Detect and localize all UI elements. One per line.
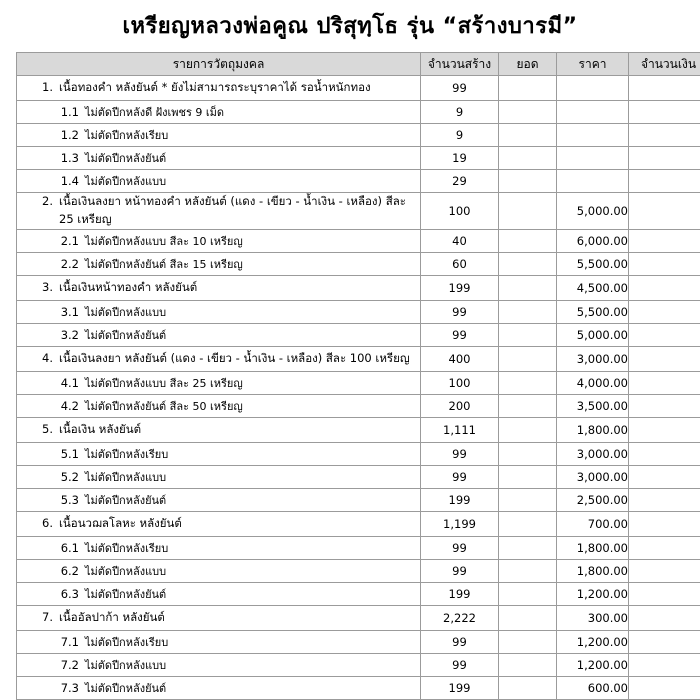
table-row <box>17 583 700 606</box>
cell-description <box>17 631 421 654</box>
cell-made: 40 <box>421 230 499 253</box>
cell-price <box>557 101 629 124</box>
cell-amount <box>629 253 700 276</box>
cell-made: 99 <box>421 654 499 677</box>
cell-price: 1,800.00 <box>557 560 629 583</box>
column-header-price: ราคา <box>557 53 629 76</box>
row-description: ไม่ตัดปีกหลังเรียบ <box>85 445 420 463</box>
table-row <box>17 654 700 677</box>
cell-total <box>499 560 557 583</box>
cell-amount <box>629 76 700 101</box>
row-number: 5.2 <box>17 470 85 484</box>
cell-amount <box>629 443 700 466</box>
cell-total <box>499 537 557 560</box>
cell-price <box>557 147 629 170</box>
cell-total <box>499 606 557 631</box>
cell-amount <box>629 395 700 418</box>
cell-made: 99 <box>421 301 499 324</box>
cell-description <box>17 466 421 489</box>
row-number: 7.2 <box>17 658 85 672</box>
table-row <box>17 537 700 560</box>
row-description: เนื้อเงินลงยา หน้าทองคำ หลังยันต์ (แดง - เขียว - น้ำเงิน - เหลือง) สีละ 25 เหรียญ <box>59 193 420 229</box>
cell-amount <box>629 677 700 700</box>
table-row <box>17 489 700 512</box>
row-number: 6.2 <box>17 564 85 578</box>
cell-total <box>499 230 557 253</box>
table-row <box>17 418 700 443</box>
table-row <box>17 631 700 654</box>
row-number: 4.2 <box>17 399 85 413</box>
cell-price: 700.00 <box>557 512 629 537</box>
cell-description <box>17 170 421 193</box>
cell-total <box>499 466 557 489</box>
cell-amount <box>629 170 700 193</box>
row-number: 5. <box>17 422 59 436</box>
row-description: เนื้อเงิน หลังยันต์ <box>59 421 420 439</box>
row-number: 1.2 <box>17 128 85 142</box>
cell-total <box>499 124 557 147</box>
row-number: 6. <box>17 516 59 530</box>
row-number: 3.2 <box>17 328 85 342</box>
cell-price: 1,200.00 <box>557 654 629 677</box>
cell-price: 1,800.00 <box>557 537 629 560</box>
row-description: ไม่ตัดปีกหลังเรียบ <box>85 126 420 144</box>
cell-total <box>499 395 557 418</box>
cell-description <box>17 124 421 147</box>
cell-made: 99 <box>421 560 499 583</box>
cell-made: 400 <box>421 347 499 372</box>
row-number: 4. <box>17 351 59 365</box>
table-row <box>17 324 700 347</box>
table-header-row <box>17 53 700 76</box>
cell-total <box>499 147 557 170</box>
cell-price <box>557 76 629 101</box>
column-header-made: จำนวนสร้าง <box>421 53 499 76</box>
cell-made: 199 <box>421 276 499 301</box>
cell-made: 99 <box>421 76 499 101</box>
table-row <box>17 443 700 466</box>
cell-description <box>17 147 421 170</box>
table-row <box>17 253 700 276</box>
column-header-amount: จำนวนเงิน <box>629 53 700 76</box>
cell-amount <box>629 372 700 395</box>
cell-price: 1,200.00 <box>557 631 629 654</box>
table-row <box>17 560 700 583</box>
cell-amount <box>629 466 700 489</box>
cell-amount <box>629 583 700 606</box>
cell-made: 200 <box>421 395 499 418</box>
table-row <box>17 124 700 147</box>
table-row <box>17 372 700 395</box>
cell-price: 2,500.00 <box>557 489 629 512</box>
cell-made: 60 <box>421 253 499 276</box>
row-number: 6.1 <box>17 541 85 555</box>
cell-description <box>17 230 421 253</box>
table-row <box>17 466 700 489</box>
cell-amount <box>629 418 700 443</box>
cell-price <box>557 170 629 193</box>
row-description: ไม่ตัดปีกหลังยันต์ <box>85 149 420 167</box>
cell-description <box>17 395 421 418</box>
table-row <box>17 512 700 537</box>
row-number: 5.1 <box>17 447 85 461</box>
column-header-total: ยอด <box>499 53 557 76</box>
cell-amount <box>629 631 700 654</box>
cell-description <box>17 324 421 347</box>
row-description: เนื้อทองคำ หลังยันต์ * ยังไม่สามารถระบุราคาได้ รอน้ำหนักทอง <box>59 79 420 97</box>
row-description: ไม่ตัดปีกหลังยันต์ <box>85 326 420 344</box>
row-description: เนื้ออัลปาก้า หลังยันต์ <box>59 609 420 627</box>
row-description: ไม่ตัดปีกหลังแบบ สีละ 10 เหรียญ <box>85 232 420 250</box>
table-body <box>17 76 700 700</box>
cell-description <box>17 253 421 276</box>
table-header <box>17 53 700 76</box>
row-number: 4.1 <box>17 376 85 390</box>
cell-made: 99 <box>421 466 499 489</box>
cell-description <box>17 101 421 124</box>
cell-total <box>499 677 557 700</box>
cell-total <box>499 512 557 537</box>
cell-description <box>17 76 421 101</box>
cell-made: 100 <box>421 193 499 230</box>
cell-price: 4,500.00 <box>557 276 629 301</box>
row-number: 7.3 <box>17 681 85 695</box>
row-description: ไม่ตัดปีกหลังยันต์ สีละ 50 เหรียญ <box>85 397 420 415</box>
row-description: เนื้อนวฌลโลหะ หลังยันต์ <box>59 515 420 533</box>
cell-made: 100 <box>421 372 499 395</box>
table-row <box>17 606 700 631</box>
cell-price: 4,000.00 <box>557 372 629 395</box>
cell-total <box>499 301 557 324</box>
page-title: เหรียญหลวงพ่อคูณ ปริสุทฺโธ รุ่น “สร้างบารมี” <box>16 0 684 52</box>
cell-price: 1,200.00 <box>557 583 629 606</box>
cell-amount <box>629 512 700 537</box>
cell-total <box>499 76 557 101</box>
cell-price: 1,800.00 <box>557 418 629 443</box>
cell-made: 2,222 <box>421 606 499 631</box>
cell-made: 1,111 <box>421 418 499 443</box>
cell-total <box>499 324 557 347</box>
table-row <box>17 76 700 101</box>
cell-price: 3,500.00 <box>557 395 629 418</box>
cell-amount <box>629 124 700 147</box>
row-number: 7. <box>17 610 59 624</box>
table-row <box>17 301 700 324</box>
cell-price: 5,000.00 <box>557 193 629 230</box>
row-description: ไม่ตัดปีกหลังแบบ <box>85 656 420 674</box>
cell-description <box>17 443 421 466</box>
cell-amount <box>629 654 700 677</box>
cell-total <box>499 276 557 301</box>
row-description: ไม่ตัดปีกหลังดี ฝังเพชร 9 เม็ด <box>85 103 420 121</box>
cell-amount <box>629 324 700 347</box>
row-number: 2.2 <box>17 257 85 271</box>
table-row <box>17 677 700 700</box>
row-number: 3.1 <box>17 305 85 319</box>
cell-total <box>499 101 557 124</box>
cell-made: 99 <box>421 443 499 466</box>
cell-amount <box>629 276 700 301</box>
cell-description <box>17 512 421 537</box>
cell-description <box>17 537 421 560</box>
row-number: 2. <box>17 194 59 208</box>
table-row <box>17 147 700 170</box>
row-number: 5.3 <box>17 493 85 507</box>
row-description: ไม่ตัดปีกหลังแบบ <box>85 303 420 321</box>
table-row <box>17 276 700 301</box>
cell-price: 300.00 <box>557 606 629 631</box>
row-description: ไม่ตัดปีกหลังแบบ <box>85 172 420 190</box>
row-description: เนื้อเงินหน้าทองคำ หลังยันต์ <box>59 279 420 297</box>
table-row <box>17 193 700 230</box>
cell-price: 5,000.00 <box>557 324 629 347</box>
cell-total <box>499 372 557 395</box>
cell-total <box>499 654 557 677</box>
row-description: ไม่ตัดปีกหลังยันต์ สีละ 15 เหรียญ <box>85 255 420 273</box>
table-row <box>17 347 700 372</box>
cell-price: 3,000.00 <box>557 466 629 489</box>
cell-description <box>17 301 421 324</box>
cell-description <box>17 276 421 301</box>
row-description: เนื้อเงินลงยา หลังยันต์ (แดง - เขียว - น้ำเงิน - เหลือง) สีละ 100 เหรียญ <box>59 350 420 368</box>
table-row <box>17 101 700 124</box>
cell-made: 9 <box>421 101 499 124</box>
cell-price: 600.00 <box>557 677 629 700</box>
cell-made: 29 <box>421 170 499 193</box>
cell-description <box>17 583 421 606</box>
row-number: 1.3 <box>17 151 85 165</box>
row-number: 6.3 <box>17 587 85 601</box>
cell-amount <box>629 301 700 324</box>
cell-made: 1,199 <box>421 512 499 537</box>
row-description: ไม่ตัดปีกหลังแบบ <box>85 468 420 486</box>
cell-price: 5,500.00 <box>557 253 629 276</box>
cell-amount <box>629 101 700 124</box>
cell-amount <box>629 489 700 512</box>
table-row <box>17 395 700 418</box>
row-number: 1. <box>17 80 59 94</box>
cell-description <box>17 347 421 372</box>
row-number: 3. <box>17 280 59 294</box>
cell-total <box>499 170 557 193</box>
cell-description <box>17 654 421 677</box>
cell-price <box>557 124 629 147</box>
row-description: ไม่ตัดปีกหลังเรียบ <box>85 633 420 651</box>
cell-amount <box>629 347 700 372</box>
cell-made: 19 <box>421 147 499 170</box>
amulet-price-table <box>16 52 700 700</box>
cell-total <box>499 583 557 606</box>
cell-amount <box>629 606 700 631</box>
row-description: ไม่ตัดปีกหลังแบบ <box>85 562 420 580</box>
row-number: 2.1 <box>17 234 85 248</box>
column-header-description: รายการวัตถุมงคล <box>17 53 421 76</box>
row-description: ไม่ตัดปีกหลังยันต์ <box>85 679 420 697</box>
row-number: 1.1 <box>17 105 85 119</box>
cell-price: 6,000.00 <box>557 230 629 253</box>
cell-made: 199 <box>421 583 499 606</box>
cell-made: 99 <box>421 631 499 654</box>
cell-total <box>499 443 557 466</box>
table-row <box>17 170 700 193</box>
cell-description <box>17 193 421 230</box>
cell-description <box>17 372 421 395</box>
cell-made: 199 <box>421 489 499 512</box>
cell-amount <box>629 147 700 170</box>
cell-price: 3,000.00 <box>557 443 629 466</box>
cell-description <box>17 489 421 512</box>
cell-total <box>499 253 557 276</box>
cell-made: 99 <box>421 537 499 560</box>
cell-total <box>499 418 557 443</box>
cell-description <box>17 418 421 443</box>
cell-description <box>17 677 421 700</box>
row-description: ไม่ตัดปีกหลังเรียบ <box>85 539 420 557</box>
cell-amount <box>629 230 700 253</box>
cell-total <box>499 193 557 230</box>
cell-amount <box>629 537 700 560</box>
cell-made: 99 <box>421 324 499 347</box>
row-number: 7.1 <box>17 635 85 649</box>
cell-price: 5,500.00 <box>557 301 629 324</box>
cell-total <box>499 489 557 512</box>
table-row <box>17 230 700 253</box>
cell-amount <box>629 560 700 583</box>
row-number: 1.4 <box>17 174 85 188</box>
cell-total <box>499 631 557 654</box>
row-description: ไม่ตัดปีกหลังยันต์ <box>85 585 420 603</box>
cell-amount <box>629 193 700 230</box>
cell-price: 3,000.00 <box>557 347 629 372</box>
cell-total <box>499 347 557 372</box>
cell-made: 199 <box>421 677 499 700</box>
cell-description <box>17 606 421 631</box>
row-description: ไม่ตัดปีกหลังยันต์ <box>85 491 420 509</box>
cell-description <box>17 560 421 583</box>
row-description: ไม่ตัดปีกหลังแบบ สีละ 25 เหรียญ <box>85 374 420 392</box>
cell-made: 9 <box>421 124 499 147</box>
